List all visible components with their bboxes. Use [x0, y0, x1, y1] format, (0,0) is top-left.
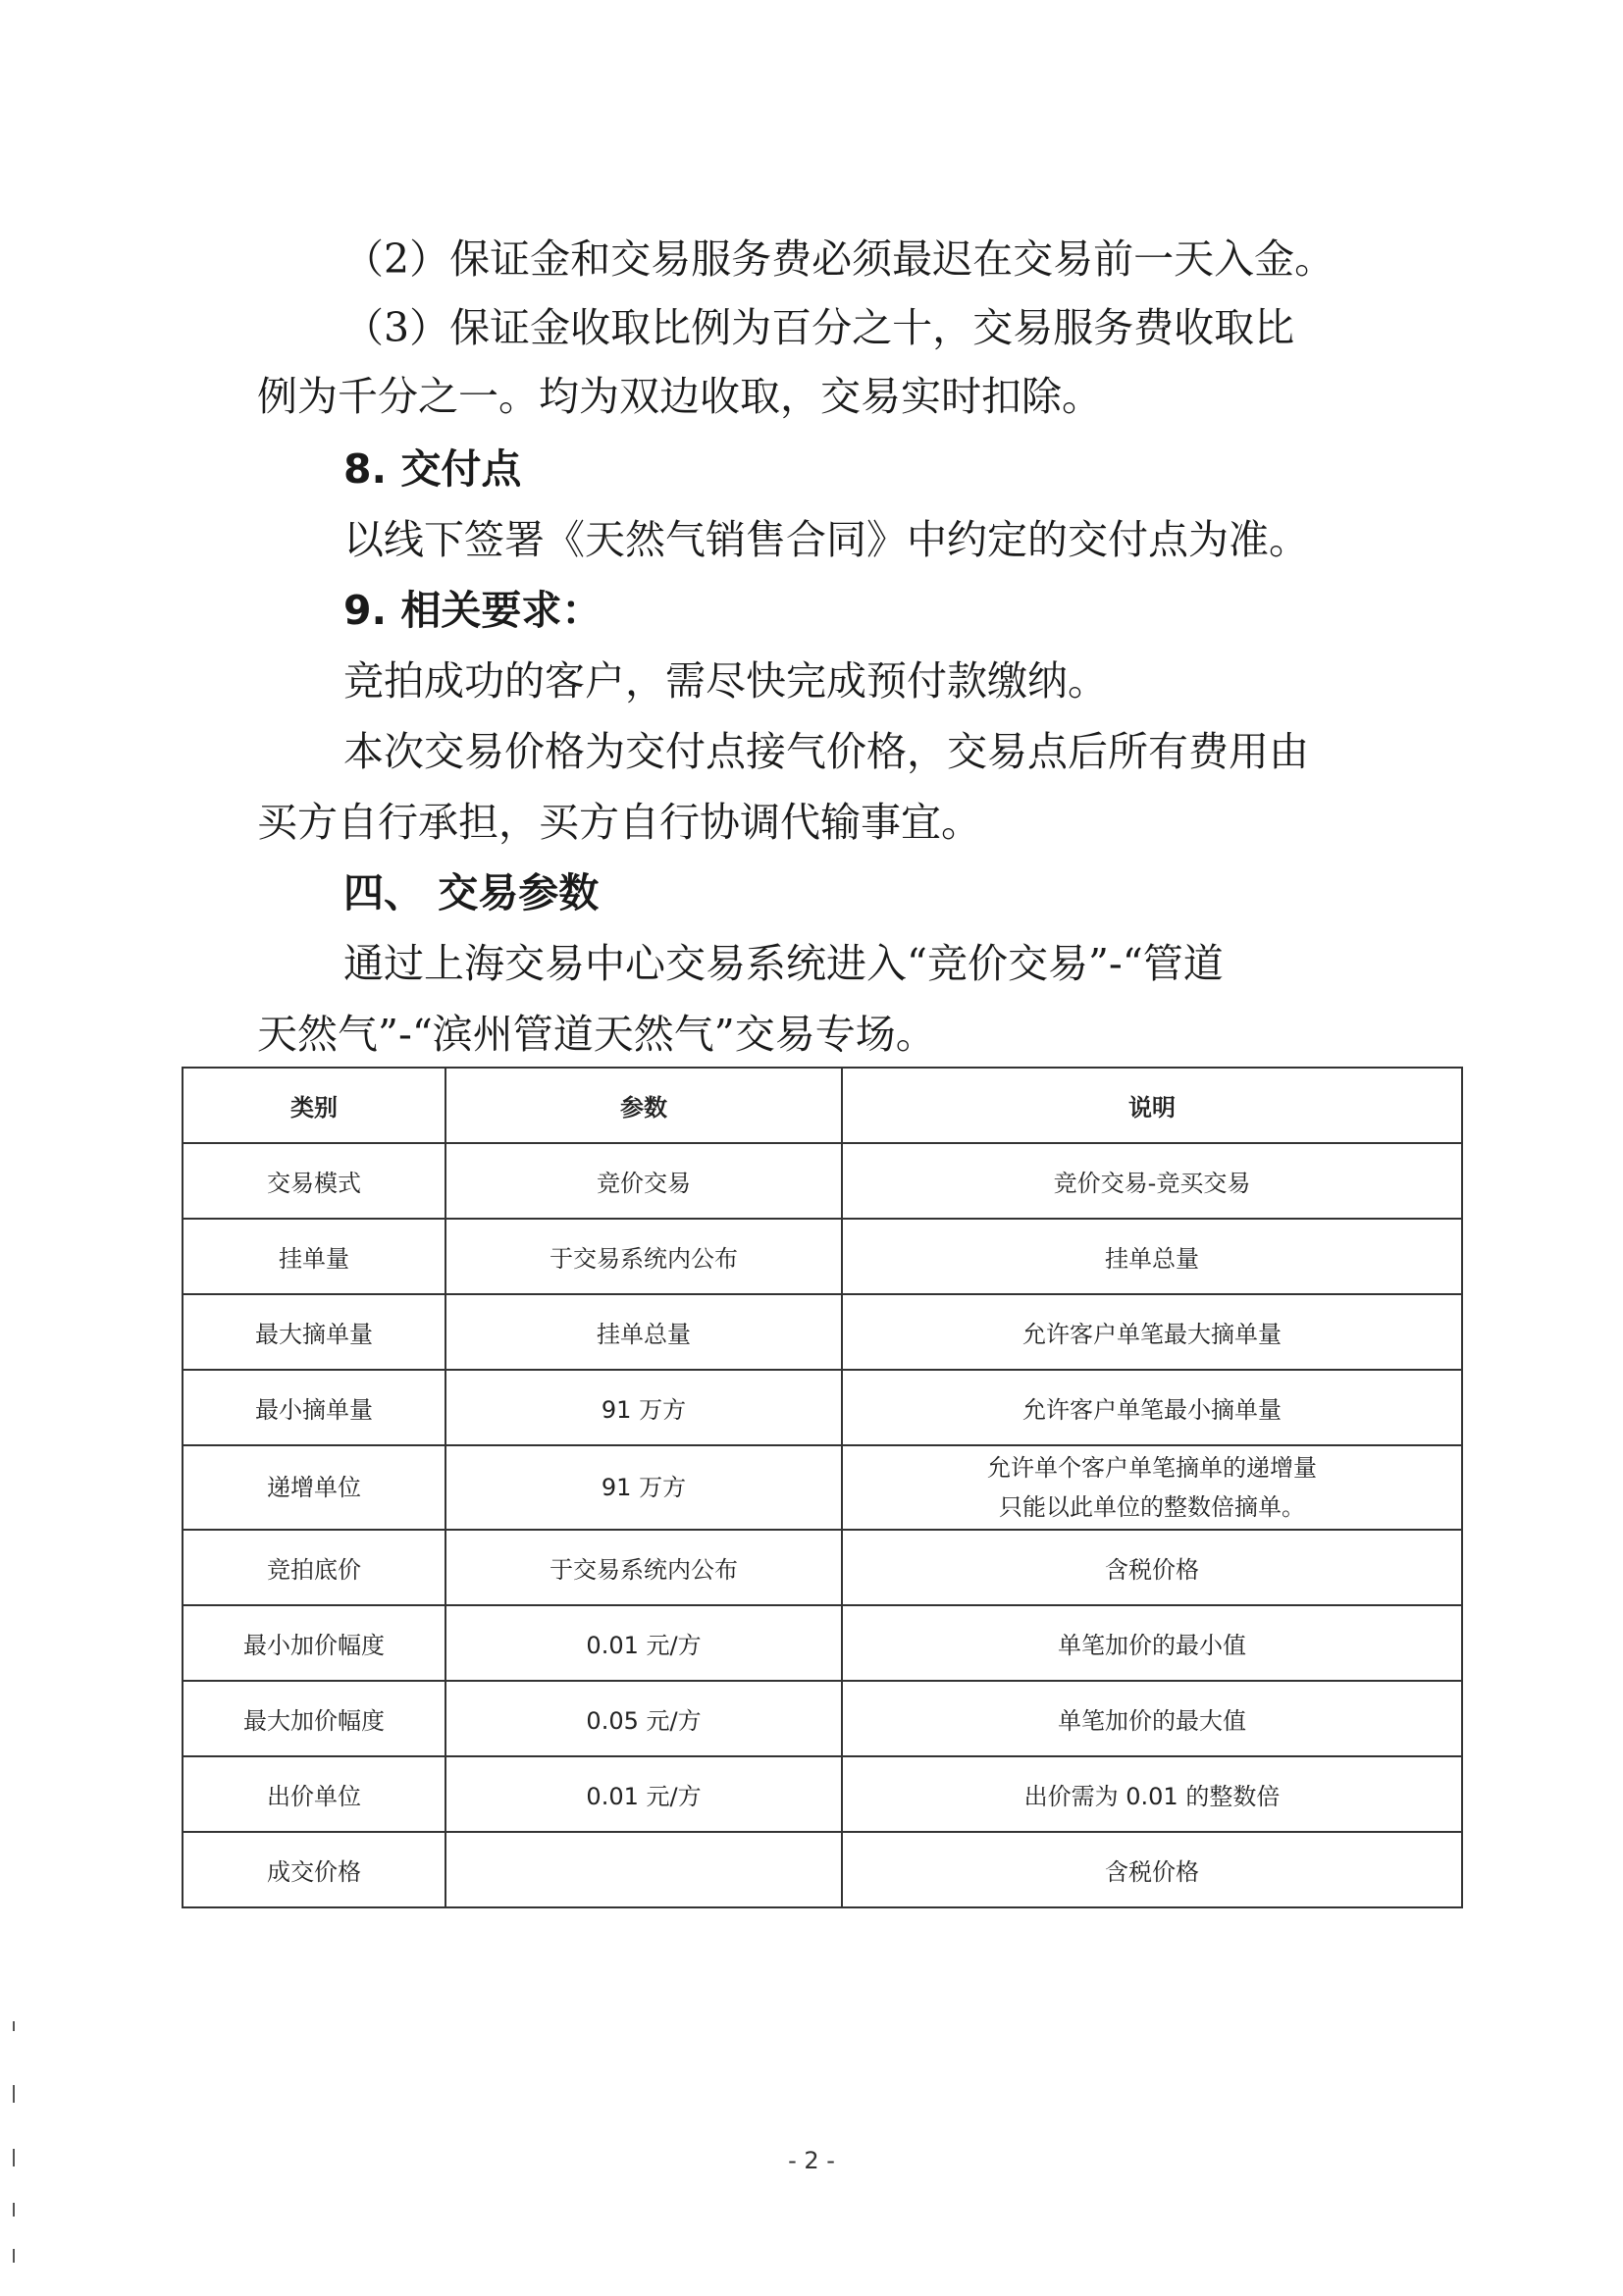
cell-parameter: 挂单总量: [445, 1294, 842, 1370]
cell-category: 挂单量: [183, 1219, 445, 1294]
cell-parameter: 竞价交易: [445, 1143, 842, 1219]
params-table-wrapper: [182, 1067, 1463, 1908]
heading-requirements: 9. 相关要求：: [343, 587, 602, 634]
paragraph-prepayment: 竞拍成功的客户，需尽快完成预付款缴纳。: [343, 657, 1108, 704]
cell-description: 竞价交易-竞买交易: [842, 1143, 1462, 1219]
page-number: - 2 -: [788, 2147, 835, 2174]
table-row: [183, 1756, 1462, 1832]
header-parameter: 参数: [445, 1068, 842, 1143]
paragraph-trading-entry: 通过上海交易中心交易系统进入“竞价交易”-“管道: [343, 940, 1224, 987]
cell-description: 出价需为 0.01 的整数倍: [842, 1756, 1462, 1832]
cell-parameter: 0.05 元/方: [445, 1681, 842, 1756]
paragraph-trading-entry-cont: 天然气”-“滨州管道天然气”交易专场。: [257, 1011, 936, 1058]
table-row: [183, 1219, 1462, 1294]
cell-description: 单笔加价的最小值: [842, 1605, 1462, 1681]
cell-category: 递增单位: [183, 1445, 445, 1530]
cell-description: 含税价格: [842, 1832, 1462, 1907]
heading-trading-params: 四、 交易参数: [343, 869, 600, 916]
cell-description: [842, 1445, 1462, 1530]
cell-description: 允许客户单笔最大摘单量: [842, 1294, 1462, 1370]
cell-parameter: 91 万方: [445, 1370, 842, 1445]
paragraph-price-basis-cont: 买方自行承担，买方自行协调代输事宜。: [257, 799, 981, 846]
paragraph-deposit-deadline: （2）保证金和交易服务费必须最迟在交易前一天入金。: [343, 235, 1335, 283]
table-row: [183, 1143, 1462, 1219]
header-description: 说明: [842, 1068, 1462, 1143]
cell-parameter: 于交易系统内公布: [445, 1219, 842, 1294]
cell-description: 含税价格: [842, 1530, 1462, 1605]
cell-description: 允许客户单笔最小摘单量: [842, 1370, 1462, 1445]
trading-params-table: [182, 1067, 1463, 1908]
table-header-row: [183, 1068, 1462, 1143]
cell-category: 成交价格: [183, 1832, 445, 1907]
cell-category: 交易模式: [183, 1143, 445, 1219]
paragraph-deposit-ratio-cont: 例为千分之一。均为双边收取，交易实时扣除。: [257, 373, 1102, 420]
table-row: [183, 1605, 1462, 1681]
cell-description: 单笔加价的最大值: [842, 1681, 1462, 1756]
paragraph-price-basis: 本次交易价格为交付点接气价格，交易点后所有费用由: [343, 728, 1309, 775]
cell-parameter: 0.01 元/方: [445, 1756, 842, 1832]
cell-parameter: 于交易系统内公布: [445, 1530, 842, 1605]
scan-margin-mark: [13, 2021, 15, 2031]
paragraph-delivery-point: 以线下签署《天然气销售合同》中约定的交付点为准。: [343, 516, 1309, 563]
scan-margin-mark: [13, 2203, 15, 2217]
cell-description: 挂单总量: [842, 1219, 1462, 1294]
cell-category: 最小摘单量: [183, 1370, 445, 1445]
cell-category: 竞拍底价: [183, 1530, 445, 1605]
table-row: [183, 1530, 1462, 1605]
table-row: [183, 1294, 1462, 1370]
table-row: [183, 1681, 1462, 1756]
paragraph-deposit-ratio: （3）保证金收取比例为百分之十，交易服务费收取比: [343, 304, 1295, 351]
cell-parameter: 91 万方: [445, 1445, 842, 1530]
cell-description-line-1: 允许单个客户单笔摘单的递增量: [987, 1454, 1317, 1482]
scan-margin-mark: [13, 2249, 15, 2263]
table-row: [183, 1370, 1462, 1445]
heading-delivery-point: 8. 交付点: [343, 445, 522, 493]
table-row: [183, 1832, 1462, 1907]
cell-parameter: [445, 1832, 842, 1907]
header-category: 类别: [183, 1068, 445, 1143]
cell-description-line-2: 只能以此单位的整数倍摘单。: [999, 1493, 1305, 1521]
cell-category: 最小加价幅度: [183, 1605, 445, 1681]
scan-margin-mark: [13, 2085, 15, 2103]
table-row: [183, 1445, 1462, 1530]
cell-category: 最大加价幅度: [183, 1681, 445, 1756]
cell-parameter: 0.01 元/方: [445, 1605, 842, 1681]
cell-category: 最大摘单量: [183, 1294, 445, 1370]
cell-category: 出价单位: [183, 1756, 445, 1832]
